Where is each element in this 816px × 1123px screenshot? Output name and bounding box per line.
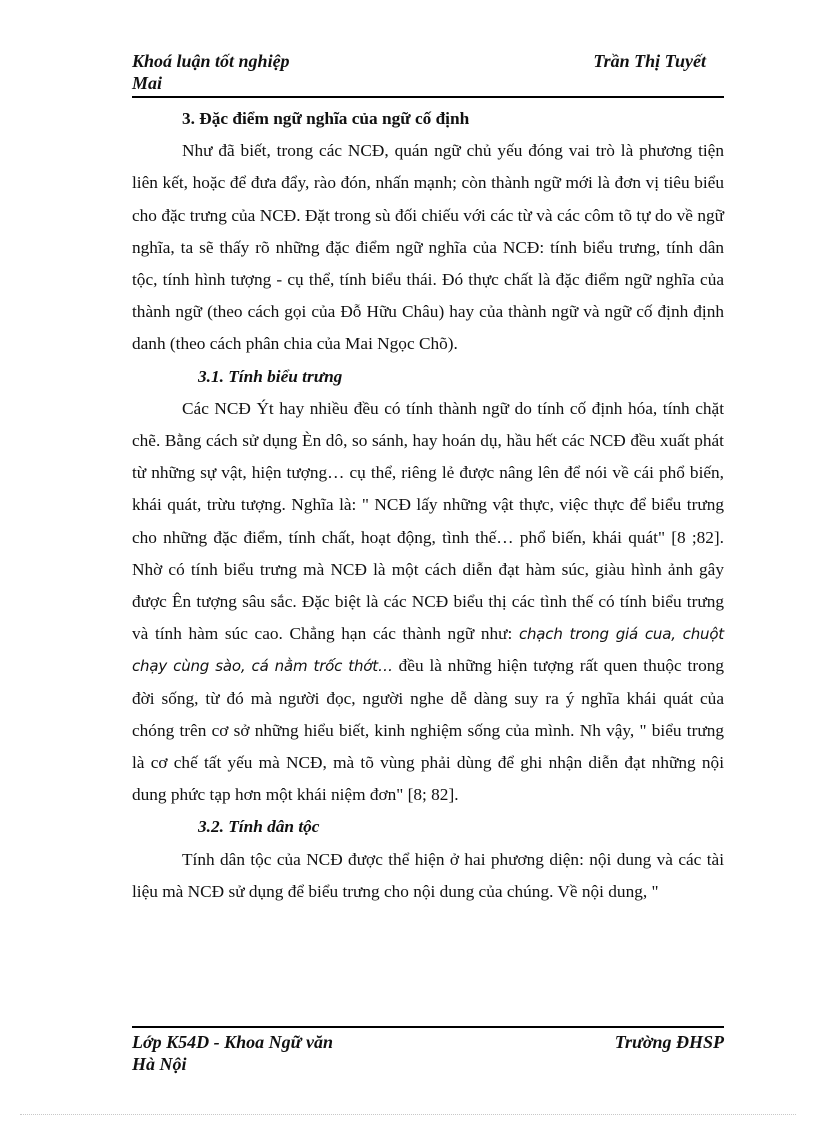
subsection-national-paragraph: Tính dân tộc của NCĐ được thể hiện ở hai phương diện: nội dung và các tài liệu mà NCĐ sử dụng để biểu trưng cho nội dung của chúng. Về nội dung, " xyxy=(132,849,724,901)
paragraph-text-after: đều là những hiện tượng rất quen thuộc trong đời sống, từ đó mà người đọc, người nghe dễ dàng suy ra ý nghĩa khái quát của chóng trên cơ sở những hiểu biết, kinh nghiệm sống của mình. Nh vậy, " biểu trưng là cơ chế tất yếu mà NCĐ, mà tõ vùng phải dùng để ghi nhận diễn đạt những nội dung phức tạp hơn một khái niệm đơn" [8; 82]. xyxy=(132,656,725,805)
footer-school: Trường ĐHSP xyxy=(614,1032,724,1052)
footer-city: Hà Nội xyxy=(132,1054,187,1074)
header-thesis-label: Khoá luận tốt nghiệp xyxy=(132,51,290,71)
subsection-heading-symbolic: 3.1. Tính biểu trưng xyxy=(198,366,343,386)
section-heading: 3. Đặc điểm ngữ nghĩa của ngữ cố định xyxy=(182,109,470,128)
page-header xyxy=(132,50,724,94)
header-author: Trần Thị Tuyết xyxy=(593,51,706,71)
footer-class-label: Lớp K54D - Khoa Ngữ văn xyxy=(132,1032,333,1052)
subsection-heading-national: 3.2. Tính dân tộc xyxy=(198,817,320,837)
page-footer xyxy=(132,1031,724,1075)
section-intro-paragraph: Như đã biết, trong các NCĐ, quán ngữ chủ yếu đóng vai trò là phương tiện liên kết, hoặc để đưa đẩy, rào đón, nhấn mạnh; còn thành ngữ mới là đơn vị tiêu biểu cho đặc trưng của NCĐ. Đặt trong sù đối chiếu với các từ và các côm tõ tự do về ngữ nghĩa, ta sẽ thấy rõ những đặc điểm ngữ nghĩa của NCĐ: tính biểu trưng, tính dân tộc, tính hình tượng - cụ thể, tính biểu thái. Đó thực chất là đặc điểm ngữ nghĩa của thành ngữ (theo cách gọi của Đỗ Hữu Châu) hay của thành ngữ và ngữ cố định định danh (theo cách phân chia của Mai Ngọc Chõ). xyxy=(132,141,724,354)
document-body xyxy=(132,103,724,908)
header-rule xyxy=(132,96,724,98)
subsection-symbolic-paragraph xyxy=(132,393,724,812)
page-bottom-dotted-line xyxy=(20,1114,796,1115)
paragraph-text-before: Các NCĐ Ýt hay nhiều đều có tính thành ngữ do tính cố định hóa, tính chặt chẽ. Bằng cách sử dụng Èn dô, so sánh, hay hoán dụ, hầu hết các NCĐ đều xuất phát từ những sự vật, hiện tượng… cụ thể, riêng lẻ được nâng lên để nói về cái phổ biến, khái quát, trừu tượng. Nghĩa là: " NCĐ lấy những vật thực, việc thực để biểu trưng cho những đặc điểm, tính chất, hoạt động, tình thế… phổ biến, khái quát" [8 ;82]. Nhờ có tính biểu trưng mà NCĐ là một cách diễn đạt hàm súc, giàu hình ảnh gây được Ên tượng sâu sắc. Đặc biệt là các NCĐ biểu thị các tình thế có tính biểu trưng và tính hàm súc cao. Chẳng hạn các thành ngữ như: xyxy=(132,398,724,644)
header-author-continuation: Mai xyxy=(132,73,163,93)
footer-rule xyxy=(132,1026,724,1028)
idiom-examples: chạch trong giá cua, chuột chạy cùng sào, cá nằm trốc thớt… xyxy=(132,625,724,676)
